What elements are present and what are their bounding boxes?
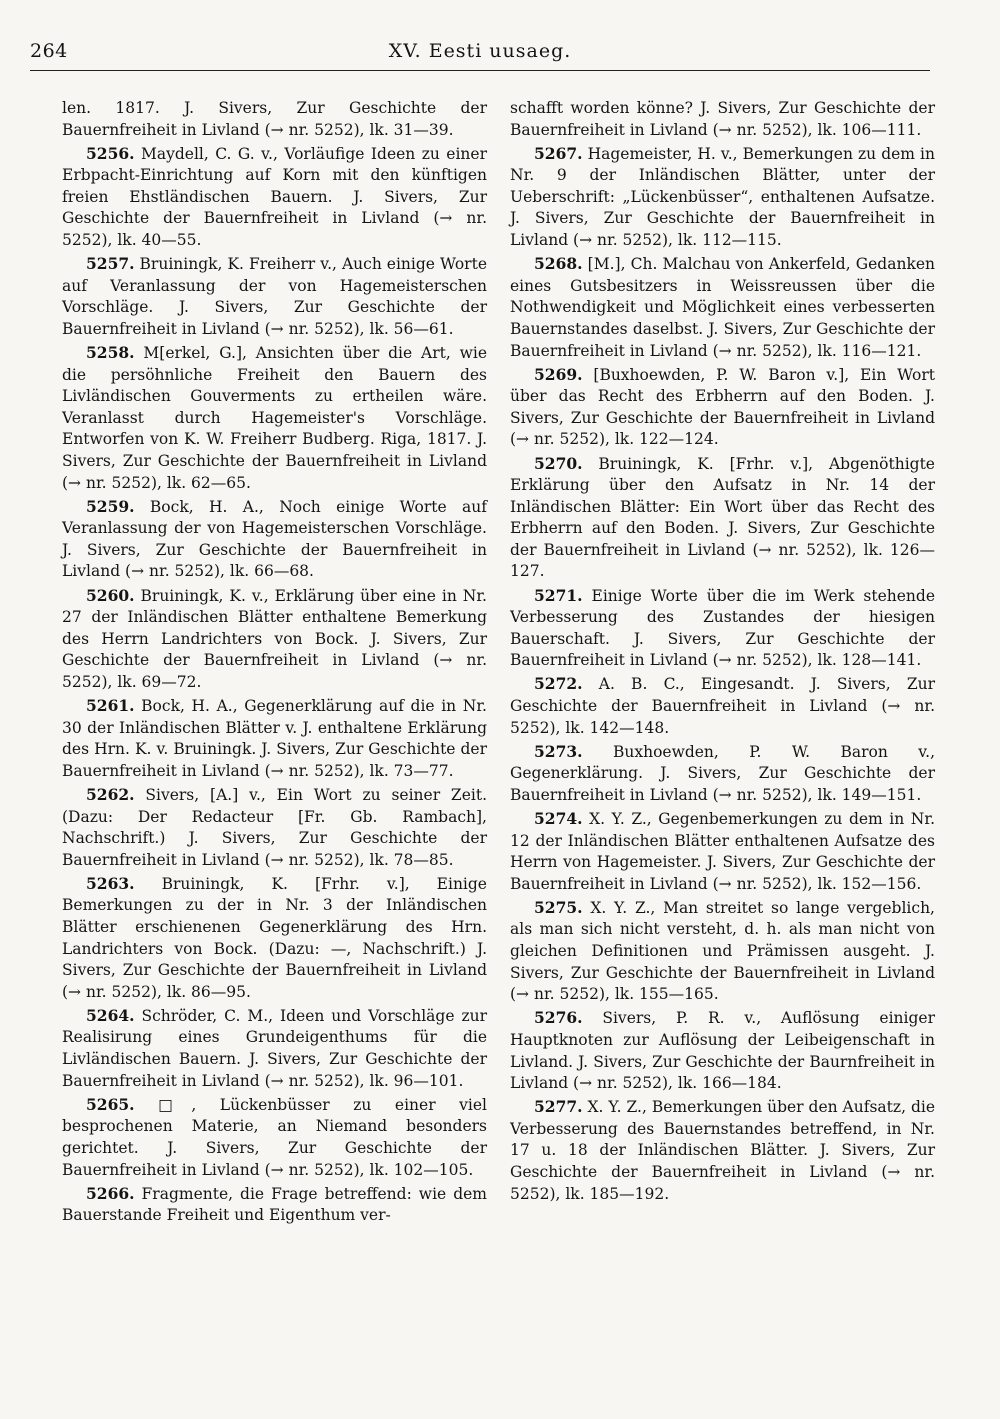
bibliography-entry [62,1183,487,1227]
entry-text: X. Y. Z., Gegenbemerkungen zu dem in Nr. 12 der Inländischen Blätter enthaltenen Aufsatze des Herrn von Hagemeister. J. Sivers, Zur Geschichte der Bauernfreiheit in Livland (→ nr. 5252), lk. 152—156. [510,810,935,893]
bibliography-entry [510,1007,935,1094]
bibliography-entry [510,253,935,362]
bibliography-entry [510,98,935,141]
entry-number: 5259. [86,496,135,516]
entry-text: Sivers, P. R. v., Auflösung einiger Hauptknoten zur Auflösung der Leibeigenschaft in Livland. J. Sivers, Zur Geschichte der Baurnfreiheit in Livland (→ nr. 5252), lk. 166—184. [510,1009,935,1093]
entry-text: Bruiningk, K. [Frhr. v.], Einige Bemerkungen zu der in Nr. 3 der Inländischen Blätter erschienenen Gegenerklärung des Hrn. Landrichters von Bock. (Dazu: —, Nachschrift.) J. Sivers, Zur Geschichte der Bauernfreiheit in Livland (→ nr. 5252), lk. 86—95. [62,874,487,1001]
bibliography-entry [510,585,935,672]
entry-text: Bruiningk, K. [Frhr. v.], Abgenöthigte Erklärung über den Aufsatz in Nr. 14 der Inländischen Blätter: Ein Wort über das Recht des Erbherrn auf den Boden. J. Sivers, Zur Geschichte der Bauernfreiheit in Livland (→ nr. 5252), lk. 126—127. [510,454,935,581]
bibliography-entry [62,695,487,782]
entry-text: Bock, H. A., Noch einige Worte auf Veranlassung der von Hagemeisterschen Vorschläge. J. Sivers, Zur Geschichte der Bauernfreiheit in Livland (→ nr. 5252), lk. 66—68. [62,497,488,581]
entry-text: Einige Worte über die im Werk stehende Verbesserung des Zustandes der hiesigen Bauerschaft. J. Sivers, Zur Geschichte der Bauernfreiheit in Livland (→ nr. 5252), lk. 128—141. [510,586,935,670]
entry-text: Sivers, [A.] v., Ein Wort zu seiner Zeit. (Dazu: Der Redacteur [Fr. Gb. Rambach], Nachschrift.) J. Sivers, Zur Geschichte der Bauernfreiheit in Livland (→ nr. 5252), lk. 78—85. [62,785,487,869]
bibliography-entry [62,784,487,871]
entry-number: 5277. [534,1097,583,1117]
entry-number: 5274. [534,809,583,828]
bibliography-entry [510,1096,935,1205]
entry-text: □, Lückenbüsser zu einer viel besprochenen Materie, an Niemand besonders gerichtet. J. Sivers, Zur Geschichte der Bauernfreiheit in Livland (→ nr. 5252), lk. 102—105. [62,1095,487,1179]
entry-text: X. Y. Z., Bemerkungen über den Aufsatz, die Verbesserung des Bauernstandes betreffend, in Nr. 17 u. 18 der Inländischen Blätter. J. Sivers, Zur Geschichte der Bauernfreiheit in Livland (→ nr. 5252), lk. 185—192. [510,1098,935,1203]
bibliography-entry [510,673,935,739]
bibliography-entry [62,1005,487,1092]
entry-text: schafft worden könne? J. Sivers, Zur Geschichte der Bauernfreiheit in Livland (→ nr. 5252), lk. 106—111. [510,99,935,139]
entry-number: 5256. [86,143,135,163]
running-head: XV. Eesti uusaeg. [388,40,572,62]
entry-text: Fragmente, die Frage betreffend: wie dem Bauerstande Freiheit und Eigenthum ver- [62,1184,487,1225]
entry-number: 5263. [86,873,135,893]
bibliography-entry [510,897,935,1006]
page-number: 264 [30,40,68,62]
entry-number: 5257. [86,254,135,274]
entry-number: 5270. [534,453,583,473]
bibliography-entry [510,364,935,451]
entry-number: 5268. [534,254,583,274]
entry-text: X. Y. Z., Man streitet so lange vergeblich, als man sich nicht versteht, d. h. als man nicht von gleichen Definitionen und Prämissen ausgeht. J. Sivers, Zur Geschichte der Bauernfreiheit in Livland (→ nr. 5252), lk. 155—165. [510,898,935,1004]
bibliography-entry [62,873,487,1004]
entry-text: Bock, H. A., Gegenerklärung auf die in Nr. 30 der Inländischen Blätter v. J. enthaltene Erklärung des Hrn. K. v. Bruiningk. J. Sivers, Zur Geschichte der Bauernfreiheit in Livland (→ nr. 5252), lk. 73—77. [62,697,487,780]
entry-number: 5272. [534,674,583,694]
entry-text: Schröder, C. M., Ideen und Vorschläge zur Realisirung eines Grundeigenthums für die Livländischen Bauern. J. Sivers, Zur Geschichte der Bauernfreiheit in Livland (→ nr. 5252), lk. 96—101. [62,1006,487,1090]
entry-text: Buxhoewden, P. W. Baron v., Gegenerklärung. J. Sivers, Zur Geschichte der Bauernfreiheit in Livland (→ nr. 5252), lk. 149—151. [510,742,935,804]
entry-text: Hagemeister, H. v., Bemerkungen zu dem in Nr. 9 der Inländischen Blätter, unter der Ueberschrift: „Lückenbüsser“, enthaltenen Aufsatze. J. Sivers, Zur Geschichte der Bauernfreiheit in Livland (→ nr. 5252), lk. 112—115. [510,144,935,250]
bibliography-entry [62,98,487,141]
entry-number: 5273. [534,741,583,761]
entry-text: [M.], Ch. Malchau von Ankerfeld, Gedanken eines Gutsbesitzers in Weissreussen über die Nothwendigkeit und Möglichkeit eines verbesserten Bauernstandes daselbst. J. Sivers, Zur Geschichte der Bauernfreiheit in Livland (→ nr. 5252), lk. 116—121. [510,255,935,360]
right-column [510,98,935,1207]
left-column [62,98,487,1228]
bibliography-entry [62,342,487,494]
bibliography-entry [510,143,935,252]
bibliography-entry [510,453,935,584]
entry-number: 5276. [534,1008,583,1028]
page-header [30,40,930,71]
entry-number: 5258. [86,343,135,363]
bibliography-entry [62,253,487,340]
entry-number: 5262. [86,784,135,804]
entry-text: Maydell, C. G. v., Vorläufige Ideen zu einer Erbpacht-Einrichtung auf Korn mit den künftigen freien Ehstländischen Bauern. J. Sivers, Zur Geschichte der Bauernfreiheit in Livland (→ nr. 5252), lk. 40—55. [62,144,487,250]
entry-text: M[erkel, G.], Ansichten über die Art, wie die persöhnliche Freiheit den Bauern des Livländischen Gouverments zu ertheilen wäre. Veranlasst durch Hagemeister's Vorschläge. Entworfen von K. W. Freiherr Budberg. Riga, 1817. J. Sivers, Zur Geschichte der Bauernfreiheit in Livland (→ nr. 5252), lk. 62—65. [62,344,487,492]
entry-number: 5269. [534,364,583,384]
entry-number: 5275. [534,897,583,917]
bibliography-entry [510,741,935,807]
bibliography-entry [62,1094,487,1181]
entry-number: 5260. [86,585,135,605]
bibliography-entry [62,143,487,252]
bibliography-entry [62,496,487,583]
entry-number: 5264. [86,1005,135,1025]
entry-text: len. 1817. J. Sivers, Zur Geschichte der Bauernfreiheit in Livland (→ nr. 5252), lk. 31—39. [62,99,487,139]
entry-number: 5266. [86,1183,135,1203]
entry-number: 5271. [534,585,583,605]
entry-text: A. B. C., Eingesandt. J. Sivers, Zur Geschichte der Bauernfreiheit in Livland (→ nr. 5252), lk. 142—148. [510,675,935,737]
entry-text: Bruiningk, K. Freiherr v., Auch einige Worte auf Veranlassung der von Hagemeisterschen Vorschläge. J. Sivers, Zur Geschichte der Bauernfreiheit in Livland (→ nr. 5252), lk. 56—61. [62,255,487,338]
bibliography-entry [62,585,487,694]
entry-text: [Buxhoewden, P. W. Baron v.], Ein Wort über das Recht des Erbherrn auf den Boden. J. Sivers, Zur Geschichte der Bauernfreiheit in Livland (→ nr. 5252), lk. 122—124. [510,365,935,449]
entry-number: 5261. [86,696,135,716]
entry-number: 5267. [534,143,583,163]
entry-number: 5265. [86,1094,135,1114]
entry-text: Bruiningk, K. v., Erklärung über eine in Nr. 27 der Inländischen Blätter enthaltene Bemerkung des Herrn Landrichters von Bock. J. Sivers, Zur Geschichte der Bauernfreiheit in Livland (→ nr. 5252), lk. 69—72. [62,586,487,691]
bibliography-entry [510,808,935,895]
